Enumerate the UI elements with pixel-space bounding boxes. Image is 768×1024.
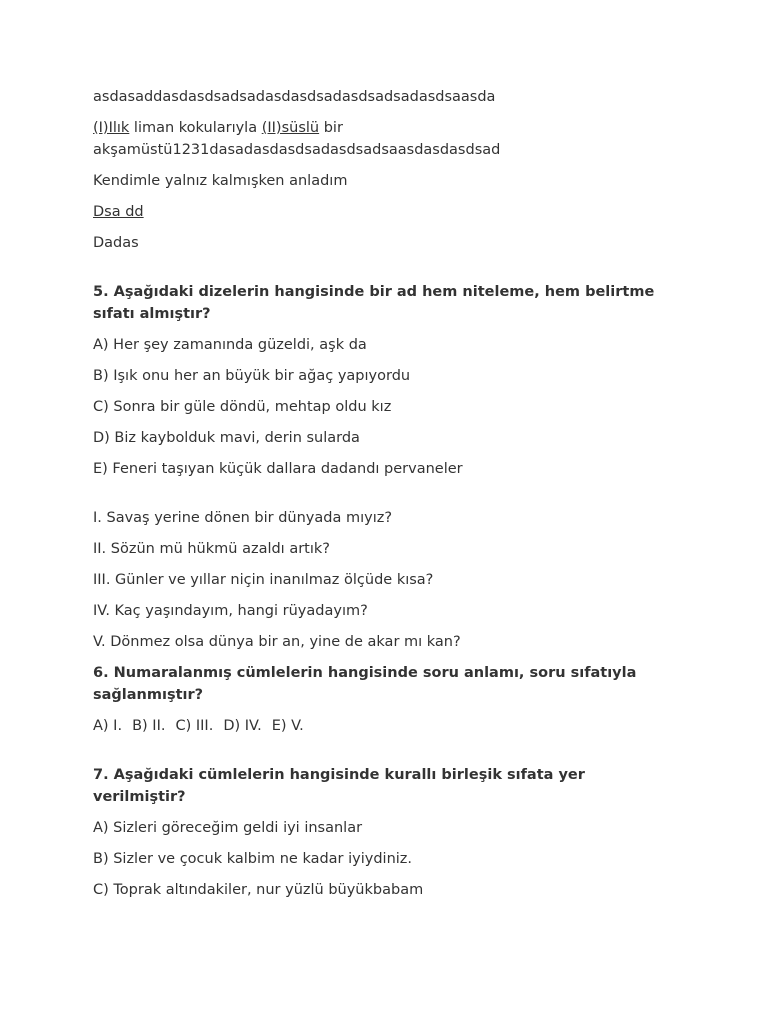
- question-5-option-b: B) Işık onu her an büyük bir ağaç yapıyordu: [93, 368, 411, 384]
- question-7-option-a: A) Sizleri göreceğim geldi iyi insanlar: [93, 820, 363, 836]
- question-7-title: 7. Aşağıdaki cümlelerin hangisinde kurallı birleşik sıfata yer verilmiştir?: [93, 767, 590, 805]
- question-5-title: 5. Aşağıdaki dizelerin hangisinde bir ad hem niteleme, hem belirtme sıfatı almıştır?: [93, 284, 660, 322]
- question-7-option-c: C) Toprak altındakiler, nur yüzlü büyükbabam: [93, 882, 424, 898]
- question-6-sentence-2: II. Sözün mü hükmü azaldı artık?: [93, 541, 330, 557]
- question-6-choice-b: B) II.: [132, 718, 166, 734]
- question-5-option-e: E) Feneri taşıyan küçük dallara dadandı pervaneler: [93, 461, 463, 477]
- intro-line-2: [93, 117, 673, 161]
- question-6-choice-d: D) IV.: [223, 718, 262, 734]
- question-7-option-b: B) Sizler ve çocuk kalbim ne kadar iyiydiniz.: [93, 851, 413, 867]
- question-6-sentence-5: V. Dönmez olsa dünya bir an, yine de akar mı kan?: [93, 634, 461, 650]
- intro-line-1: asdasaddasdasdsadsadasdasdsadasdsadsadasdsaasda: [93, 89, 496, 105]
- question-6-choice-e: E) V.: [271, 718, 304, 734]
- intro-line-4: Dsa dd: [93, 204, 144, 220]
- marker-one: (I)Ilık: [93, 120, 130, 136]
- question-5-option-c: C) Sonra bir güle döndü, mehtap oldu kız: [93, 399, 392, 415]
- intro-line-2-cont: akşamüstü1231dasadasdasdsadasdsadsaasdasdasdsad: [93, 142, 501, 158]
- intro-line-5: Dadas: [93, 235, 139, 251]
- intro-line-2-text-a: liman kokularıyla: [129, 120, 262, 136]
- question-6-choices: [93, 715, 673, 737]
- question-6-choice-a: A) I.: [93, 718, 123, 734]
- marker-two: (II)süslü: [261, 120, 320, 136]
- intro-line-2-text-b: bir: [319, 120, 343, 136]
- question-6-choice-c: C) III.: [175, 718, 214, 734]
- question-6-sentence-4: IV. Kaç yaşındayım, hangi rüyadayım?: [93, 603, 368, 619]
- question-6-sentence-1: I. Savaş yerine dönen bir dünyada mıyız?: [93, 510, 393, 526]
- intro-line-3: Kendimle yalnız kalmışken anladım: [93, 173, 348, 189]
- question-5-option-d: D) Biz kaybolduk mavi, derin sularda: [93, 430, 360, 446]
- question-6-title: 6. Numaralanmış cümlelerin hangisinde soru anlamı, soru sıfatıyla sağlanmıştır?: [93, 665, 642, 703]
- question-5-option-a: A) Her şey zamanında güzeldi, aşk da: [93, 337, 367, 353]
- question-6-sentence-3: III. Günler ve yıllar niçin inanılmaz ölçüde kısa?: [93, 572, 434, 588]
